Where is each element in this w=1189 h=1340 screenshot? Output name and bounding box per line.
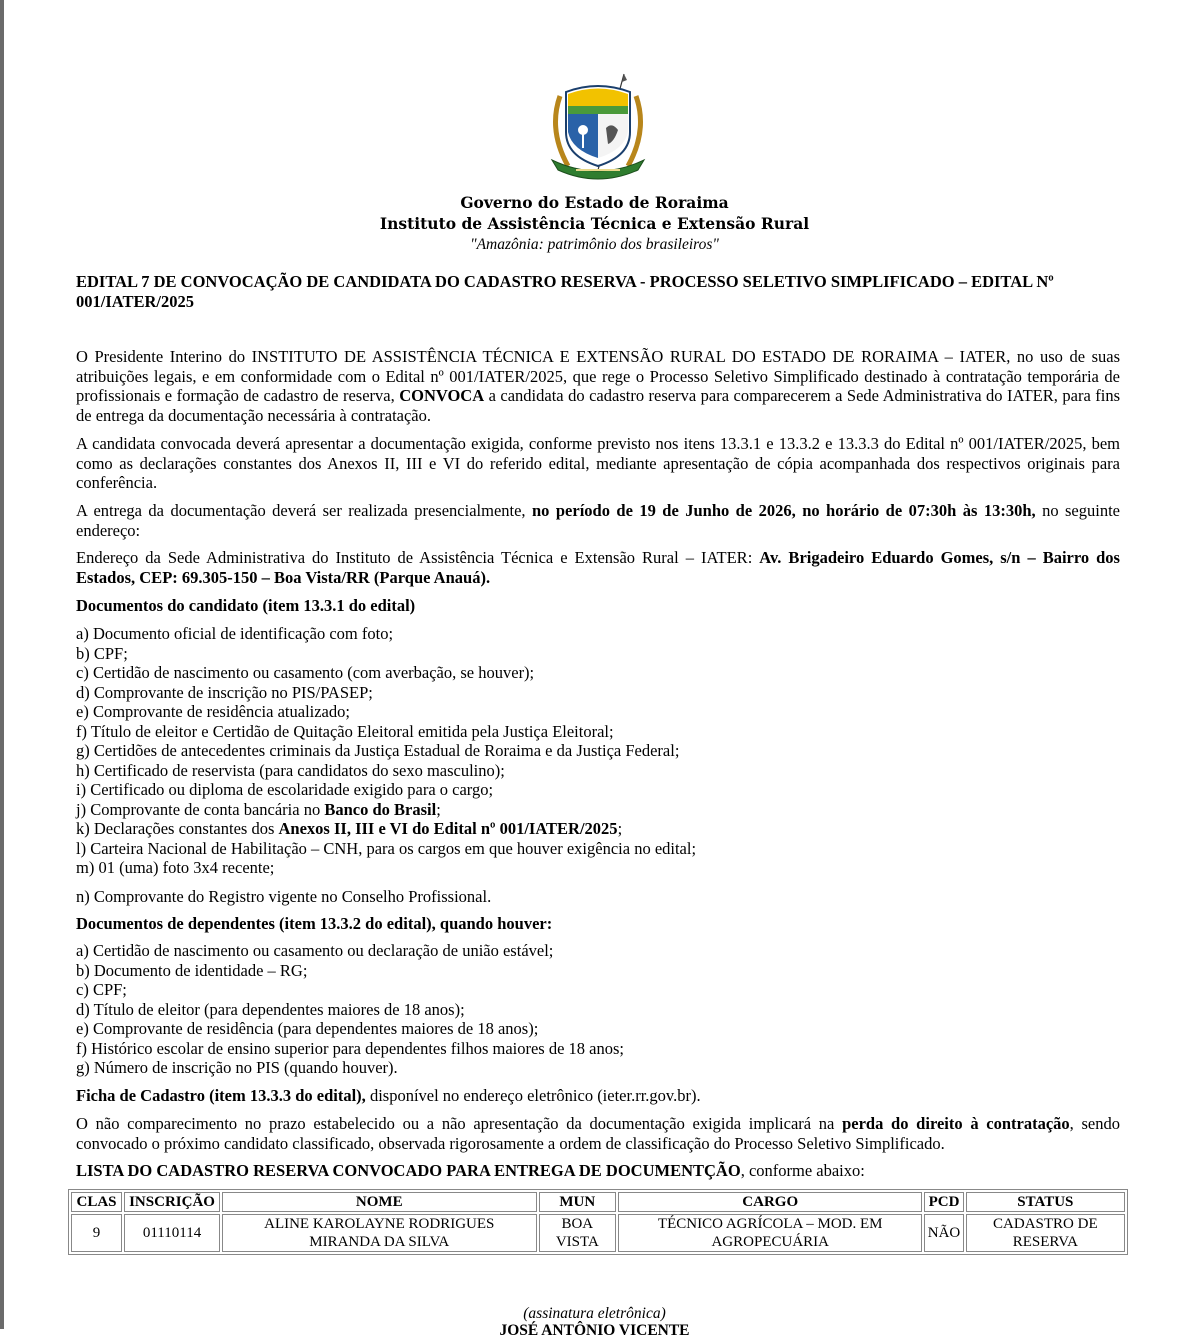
candidate-docs-list — [76, 624, 1120, 906]
motto: "Amazônia: patrimônio dos brasileiros" — [470, 236, 719, 253]
ficha-paragraph — [76, 1086, 1120, 1106]
column-header: PCD — [924, 1192, 963, 1212]
address-value: Av. Brigadeiro Eduardo Gomes, s/n – Bairro dos Estados, CEP: 69.305-150 – Boa Vista/RR (Parque Anauá). — [76, 548, 1120, 587]
list-item: b) Documento de identidade – RG; — [76, 960, 308, 980]
government-name: Governo do Estado de Roraima — [460, 193, 729, 212]
address-paragraph — [76, 548, 1120, 587]
dependents-docs-list — [76, 941, 1120, 1078]
institute-name: Instituto de Assistência Técnica e Extensão Rural — [379, 214, 810, 233]
list-item: g) Certidões de antecedentes criminais da Justiça Estadual de Roraima e da Justiça Federal; — [76, 741, 680, 760]
list-item: d) Título de eleitor (para dependentes maiores de 18 anos); — [76, 999, 465, 1019]
candidate-docs-heading: Documentos do candidato (item 13.3.1 do edital) — [76, 596, 416, 615]
edital-title: EDITAL 7 DE CONVOCAÇÃO DE CANDIDATA DO CADASTRO RESERVA - PROCESSO SELETIVO SIMPLIFICADO – EDITAL Nº 001/IATER/2025 — [76, 272, 1054, 311]
list-item: k) Declarações constantes dos Anexos II, III e VI do Edital nº 001/IATER/2025; — [76, 819, 623, 838]
cell-nome: ALINE KAROLAYNE RODRIGUES MIRANDA DA SILVA — [222, 1214, 536, 1252]
list-item: f) Histórico escolar de ensino superior para dependentes filhos maiores de 18 anos; — [76, 1038, 624, 1058]
delivery-text-c: no seguinte endereço: — [76, 501, 1120, 540]
address-label: Endereço da Sede Administrativa do Instituto de Assistência Técnica e Extensão Rural – IATER: — [76, 548, 760, 567]
intro-convoca: CONVOCA — [399, 386, 485, 405]
list-item: g) Número de inscrição no PIS (quando houver). — [76, 1058, 398, 1077]
cell-mun: BOA VISTA — [539, 1214, 617, 1252]
column-header: CLAS — [71, 1192, 122, 1212]
dependents-docs-heading: Documentos de dependentes (item 13.3.2 do edital), quando houver: — [76, 914, 553, 933]
list-item: b) CPF; — [76, 643, 128, 663]
delivery-paragraph — [76, 501, 1120, 540]
list-heading: LISTA DO CADASTRO RESERVA CONVOCADO PARA ENTREGA DE DOCUMENTÇÃO, conforme abaixo: — [76, 1161, 865, 1180]
list-item: h) Certificado de reservista (para candidatos do sexo masculino); — [76, 760, 505, 780]
list-item: j) Comprovante de conta bancária no Banco do Brasil; — [76, 799, 441, 819]
intro-paragraph — [76, 347, 1120, 425]
ficha-label: Ficha de Cadastro (item 13.3.3 do edital), — [76, 1086, 366, 1105]
list-item: a) Documento oficial de identificação com foto; — [76, 624, 394, 643]
delivery-text-a: A entrega da documentação deverá ser realizada presencialmente, — [76, 501, 532, 520]
list-item: f) Título de eleitor e Certidão de Quitação Eleitoral emitida pela Justiça Eleitoral; — [76, 721, 614, 741]
cell-cargo: TÉCNICO AGRÍCOLA – MOD. EM AGROPECUÁRIA — [618, 1214, 922, 1252]
list-item: m) 01 (uma) foto 3x4 recente; — [76, 858, 275, 877]
column-header: CARGO — [618, 1192, 922, 1212]
list-item: l) Carteira Nacional de Habilitação – CNH, para os cargos em que houver exigência no edital; — [76, 838, 697, 858]
table-header-row — [71, 1192, 1125, 1212]
list-item: e) Comprovante de residência atualizado; — [76, 702, 350, 721]
column-header: NOME — [222, 1192, 536, 1212]
list-item: c) CPF; — [76, 980, 127, 999]
cell-clas: 9 — [71, 1214, 122, 1252]
intro-text-c: a candidata do cadastro reserva para comparecerem a Sede Administrativa do IATER, para fins de entrega da documentação necessária à contratação. — [76, 386, 1120, 425]
warning-paragraph: O não comparecimento no prazo estabelecido ou a não apresentação da documentação exigida implicará na perda do direito à contratação, sendo convocado o próximo candidato classificado, observada rigorosamente a ordem de classificação do Processo Seletivo Simplificado. — [76, 1114, 1120, 1153]
delivery-period: no período de 19 de Junho de 2026, no horário de 07:30h às 13:30h, — [532, 501, 1036, 520]
ficha-text: disponível no endereço eletrônico (ieter.rr.gov.br). — [365, 1086, 701, 1105]
cell-inscricao: 01110114 — [124, 1214, 220, 1252]
cell-status: CADASTRO DE RESERVA — [966, 1214, 1125, 1252]
list-item: e) Comprovante de residência (para dependentes maiores de 18 anos); — [76, 1019, 539, 1038]
list-item: d) Comprovante de inscrição no PIS/PASEP; — [76, 682, 373, 702]
column-header: STATUS — [966, 1192, 1125, 1212]
warning-emphasis: perda do direito à contratação — [842, 1114, 1070, 1133]
list-item: a) Certidão de nascimento ou casamento ou declaração de união estável; — [76, 941, 554, 960]
intro-text-a: O Presidente Interino do INSTITUTO DE ASSISTÊNCIA TÉCNICA E EXTENSÃO RURAL DO ESTADO DE RORAIMA – IATER, no uso de suas atribuições legais, e em conformidade com o Edital nº 001/IATER/2025, que rege o Processo Seletivo Simplificado destinado à contratação temporária de profissionais e formação de cadastro de reserva, — [76, 347, 1120, 405]
signatory-name: JOSÉ ANTÔNIO VICENTE — [499, 1322, 690, 1339]
table-row — [71, 1214, 1125, 1252]
column-header: MUN — [539, 1192, 617, 1212]
cell-pcd: NÃO — [924, 1214, 963, 1252]
convocation-table — [68, 1189, 1128, 1255]
list-item: i) Certificado ou diploma de escolaridade exigido para o cargo; — [76, 780, 494, 799]
signature-note: (assinatura eletrônica) — [523, 1305, 666, 1322]
list-item: c) Certidão de nascimento ou casamento (com averbação, se houver); — [76, 663, 535, 682]
documentation-paragraph: A candidata convocada deverá apresentar a documentação exigida, conforme previsto nos itens 13.3.1 e 13.3.2 e 13.3.3 do Edital nº 001/IATER/2025, bem como as declarações constantes dos Anexos II, III e VI do referido edital, mediante apresentação de cópia acompanhada dos respectivos originais para conferência. — [76, 434, 1120, 492]
roraima-coat-of-arms-icon — [538, 70, 658, 190]
list-item: n) Comprovante do Registro vigente no Conselho Profissional. — [76, 886, 492, 906]
column-header: INSCRIÇÃO — [124, 1192, 220, 1212]
